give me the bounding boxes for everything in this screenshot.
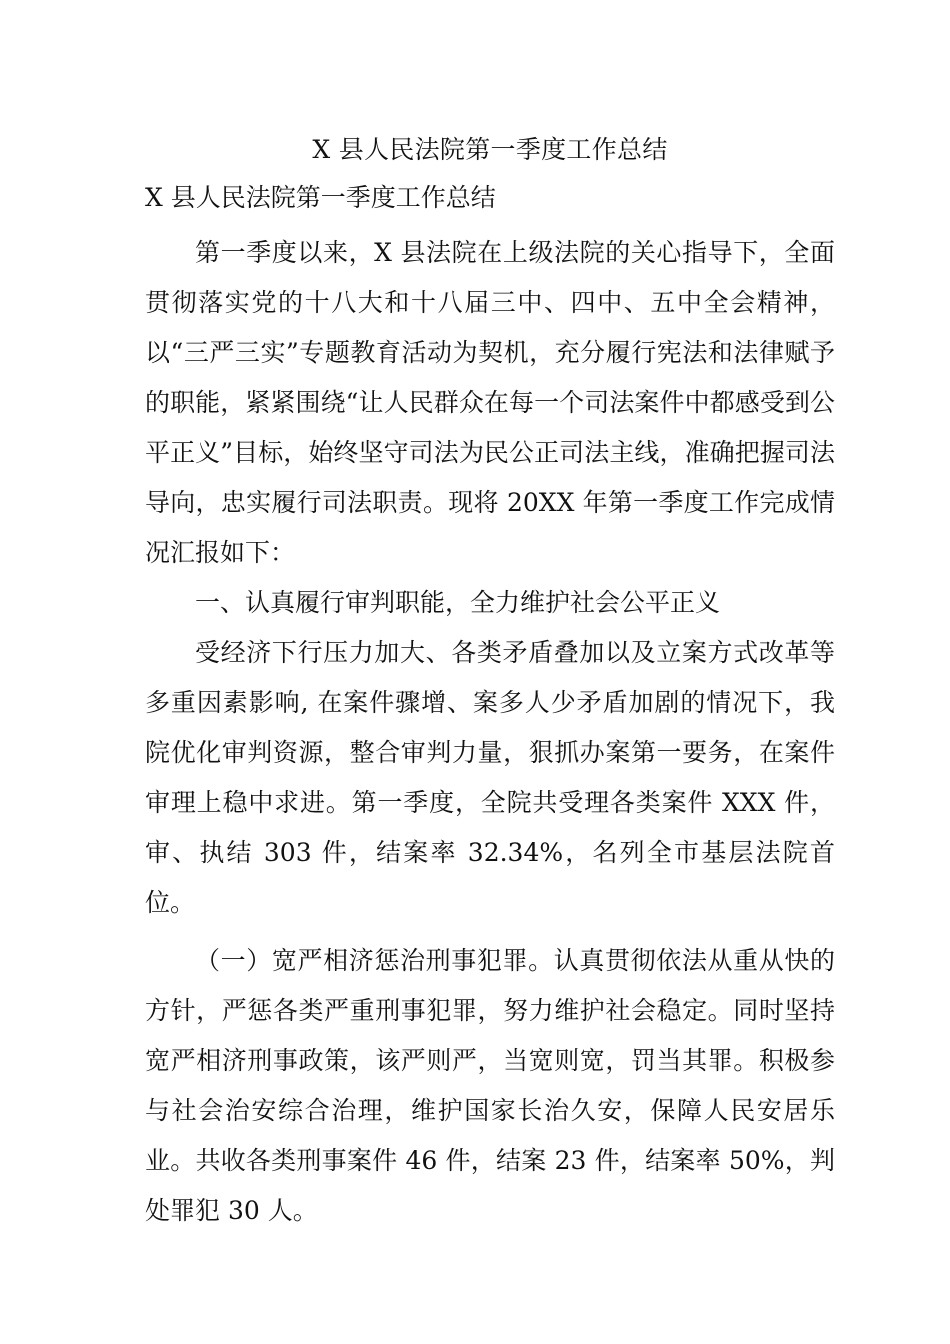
section-heading: 一、认真履行审判职能，全力维护社会公平正义 — [195, 588, 721, 617]
document-content — [145, 130, 835, 1236]
paragraph-gap — [145, 928, 835, 936]
section-body-paragraph: 受经济下行压力加大、各类矛盾叠加以及立案方式改革等多重因素影响, 在案件骤增、案多人少矛盾加剧的情况下，我院优化审判资源，整合审判力量，狠抓办案第一要务，在案件审理上稳中求进。第一季度，全院共受理各类案件 XXX 件，审、执结 303 件，结案率 32.34%，名列全市基层法院首位。 — [145, 638, 835, 917]
subsection-paragraph: （一）宽严相济惩治刑事犯罪。认真贯彻依法从重从快的方针，严惩各类严重刑事犯罪，努力维护社会稳定。同时坚持宽严相济刑事政策，该严则严，当宽则宽，罚当其罪。积极参与社会治安综合治理，维护国家长治久安，保障人民安居乐业。共收各类刑事案件 46 件，结案 23 件，结案率 50%，判处罪犯 30 人。 — [145, 946, 835, 1225]
document-subtitle: X 县人民法院第一季度工作总结 — [145, 183, 496, 212]
intro-paragraph: 第一季度以来，X 县法院在上级法院的关心指导下，全面贯彻落实党的十八大和十八届三中、四中、五中全会精神，以“三严三实”专题教育活动为契机，充分履行宪法和法律赋予的职能，紧紧围绕“让人民群众在每一个司法案件中都感受到公平正义”目标，始终坚守司法为民公正司法主线，准确把握司法导向，忠实履行司法职责。现将 20XX 年第一季度工作完成情况汇报如下： — [145, 238, 835, 567]
document-title: X 县人民法院第一季度工作总结 — [312, 135, 668, 164]
